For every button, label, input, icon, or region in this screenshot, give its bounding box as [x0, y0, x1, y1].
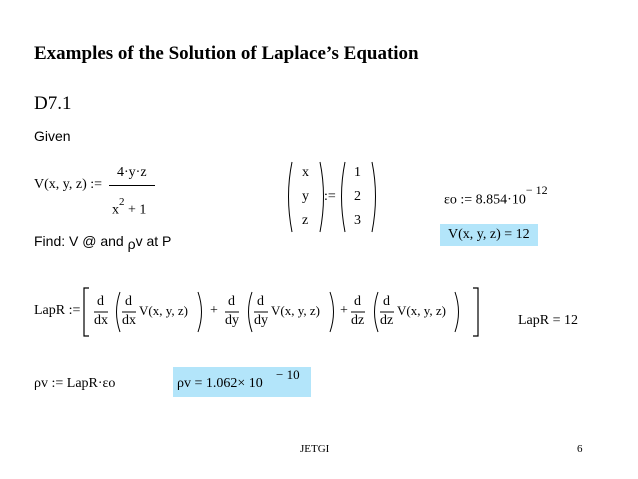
slide-title: Examples of the Solution of Laplace’s Equation	[34, 43, 419, 64]
epsilon-lhs: εo := 8.854·10	[444, 192, 526, 208]
dx-den-1a: dx	[94, 313, 108, 328]
find-post: at P	[142, 233, 172, 249]
dy-den-2a: dy	[225, 313, 239, 328]
vector-assign: :=	[324, 189, 336, 204]
rho-result-exponent: − 10	[276, 367, 300, 382]
vector-lhs-y: y	[302, 189, 309, 204]
dz-den-3a: dz	[351, 313, 365, 328]
dz-den-3b: dz	[380, 313, 394, 328]
dx-den-1b: dx	[122, 313, 136, 328]
v-call-1: V(x, y, z)	[139, 303, 188, 318]
v-definition-numerator: 4·y·z	[117, 165, 147, 180]
problem-label: D7.1	[34, 93, 72, 114]
epsilon-definition	[444, 183, 548, 209]
d-num-2a: d	[228, 294, 235, 309]
d-num-1b: d	[125, 294, 132, 309]
d-num-3b: d	[383, 294, 390, 309]
given-label: Given	[34, 128, 71, 144]
rho-result	[173, 367, 311, 397]
v-call-3: V(x, y, z)	[397, 303, 446, 318]
den-rest: + 1	[128, 202, 147, 218]
lapr-result: LapR = 12	[518, 313, 578, 328]
plus-1: +	[210, 303, 218, 318]
v-result: V(x, y, z) = 12	[440, 224, 538, 246]
page-number: 6	[577, 443, 583, 455]
plus-2: +	[340, 303, 348, 318]
den-exponent: 2	[119, 196, 125, 208]
v-definition-denominator	[112, 196, 147, 219]
vector-lhs-z: z	[302, 213, 309, 228]
rho-result-base: ρv = 1.062× 10	[177, 376, 263, 391]
d-num-3a: d	[354, 294, 361, 309]
den-base: x	[112, 202, 119, 218]
dy-den-2b: dy	[254, 313, 268, 328]
footer-center: JETGI	[300, 443, 330, 455]
vector-lhs-x: x	[302, 165, 309, 180]
find-rho: ρ	[127, 236, 136, 252]
find-label	[34, 233, 172, 252]
v-call-2: V(x, y, z)	[271, 303, 320, 318]
vector-rhs-2: 2	[354, 189, 361, 204]
d-num-2b: d	[257, 294, 264, 309]
lapr-lhs: LapR :=	[34, 303, 81, 318]
d-num-1a: d	[97, 294, 104, 309]
fraction-bar	[109, 185, 155, 186]
epsilon-exponent: − 12	[525, 183, 548, 197]
find-pre: Find: V @ and	[34, 233, 128, 249]
v-definition-lhs: V(x, y, z) :=	[34, 177, 103, 192]
vector-rhs-3: 3	[354, 213, 361, 228]
find-v: v	[135, 233, 143, 249]
rho-definition: ρv := LapR·εo	[34, 376, 116, 391]
vector-rhs-1: 1	[354, 165, 361, 180]
